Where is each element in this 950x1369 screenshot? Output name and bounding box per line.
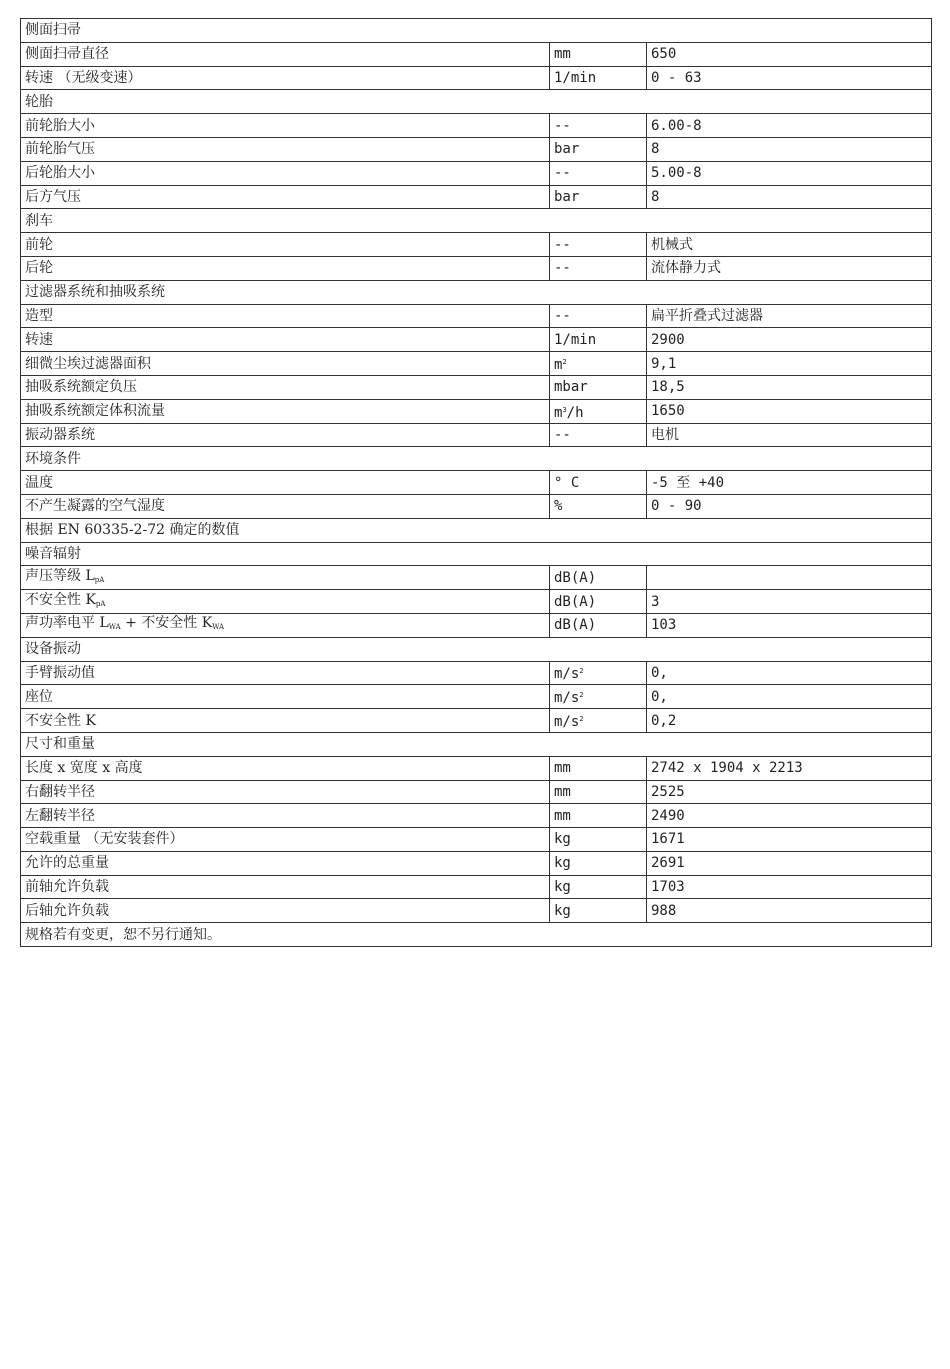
spec-label: 声功率电平 L	[25, 615, 109, 632]
spec-label: 声压等级 L	[25, 567, 95, 584]
spec-label-cell	[21, 756, 550, 780]
spec-row	[21, 494, 932, 518]
spec-value: 8	[647, 137, 932, 161]
spec-label-cell	[21, 114, 550, 138]
label-subscript: pA	[95, 599, 106, 608]
spec-value	[647, 566, 932, 590]
spec-label: 温度	[25, 474, 53, 491]
spec-label: 手臂振动值	[25, 664, 95, 681]
spec-row	[21, 137, 932, 161]
spec-label-continued: + 不安全性 K	[120, 615, 213, 632]
spec-label-cell	[21, 851, 550, 875]
spec-unit: 1/min	[554, 69, 597, 86]
label-subscript: WA	[108, 623, 121, 632]
spec-label: 右翻转半径	[25, 783, 95, 800]
spec-unit-cell	[550, 828, 647, 852]
unit-superscript: 2	[562, 358, 567, 367]
spec-value: 扁平折叠式过滤器	[647, 304, 932, 328]
spec-unit: kg	[554, 879, 571, 896]
spec-unit-cell	[550, 375, 647, 399]
spec-row	[21, 42, 932, 66]
spec-value: 988	[647, 899, 932, 923]
spec-row	[21, 423, 932, 447]
spec-label: 抽吸系统额定体积流量	[25, 403, 165, 420]
spec-label: 不产生凝露的空气湿度	[25, 498, 165, 515]
section-title: 轮胎	[21, 90, 932, 114]
spec-label: 空载重量 （无安装套件）	[25, 831, 184, 848]
spec-row	[21, 304, 932, 328]
spec-row	[21, 780, 932, 804]
spec-label-cell	[21, 304, 550, 328]
unit-superscript: 2	[579, 715, 584, 723]
spec-label-cell	[21, 685, 550, 709]
spec-value: 8	[647, 185, 932, 209]
section-header-row	[21, 447, 932, 471]
spec-unit: m	[554, 404, 563, 421]
spec-row	[21, 233, 932, 257]
spec-row	[21, 328, 932, 352]
label-subscript: WA	[212, 623, 225, 632]
spec-value: 流体静力式	[647, 256, 932, 280]
spec-label-cell	[21, 42, 550, 66]
spec-value: 2525	[647, 780, 932, 804]
spec-label-cell	[21, 780, 550, 804]
spec-row	[21, 661, 932, 685]
spec-unit: kg	[554, 855, 571, 872]
spec-label-cell	[21, 828, 550, 852]
spec-unit-cell	[550, 709, 647, 733]
spec-row	[21, 899, 932, 923]
spec-label: 前轴允许负载	[25, 879, 109, 896]
spec-unit: m/s	[554, 690, 580, 707]
spec-label-cell	[21, 233, 550, 257]
spec-unit: mm	[554, 46, 571, 63]
spec-row	[21, 114, 932, 138]
spec-unit: m	[554, 357, 563, 374]
spec-label: 细微尘埃过滤器面积	[25, 355, 151, 372]
section-header-row	[21, 209, 932, 233]
unit-superscript: 2	[579, 667, 584, 676]
spec-unit: --	[554, 236, 571, 253]
spec-unit-cell	[550, 756, 647, 780]
spec-unit: --	[554, 117, 571, 134]
spec-unit-cell	[550, 304, 647, 328]
spec-unit-cell	[550, 42, 647, 66]
spec-unit: mbar	[554, 379, 588, 396]
spec-label: 后方气压	[25, 188, 81, 205]
section-header-row	[21, 280, 932, 304]
section-header-row	[21, 19, 932, 43]
spec-unit-cell	[550, 114, 647, 138]
spec-value: 0,	[647, 685, 932, 709]
spec-label-cell	[21, 375, 550, 399]
spec-unit-cell	[550, 328, 647, 352]
spec-row	[21, 161, 932, 185]
spec-label-cell	[21, 137, 550, 161]
spec-unit: mm	[554, 783, 571, 800]
spec-label: 左翻转半径	[25, 807, 95, 824]
spec-row	[21, 352, 932, 376]
spec-value: 2742 x 1904 x 2213	[647, 756, 932, 780]
spec-unit: --	[554, 165, 571, 182]
spec-row	[21, 709, 932, 733]
spec-unit: kg	[554, 831, 571, 848]
spec-unit-cell	[550, 566, 647, 590]
spec-unit-cell	[550, 471, 647, 495]
spec-row	[21, 185, 932, 209]
spec-label: 允许的总重量	[25, 855, 109, 872]
spec-label-cell	[21, 399, 550, 423]
spec-unit-cell	[550, 804, 647, 828]
section-title: 设备振动	[21, 637, 932, 661]
spec-unit-cell	[550, 899, 647, 923]
spec-label-cell	[21, 161, 550, 185]
section-header-row	[21, 518, 932, 542]
spec-unit-cell	[550, 161, 647, 185]
section-header-row	[21, 923, 932, 947]
spec-unit: bar	[554, 141, 580, 158]
spec-unit: dB(A)	[554, 593, 597, 610]
spec-label: 前轮胎大小	[25, 117, 95, 134]
section-title: 噪音辐射	[21, 542, 932, 566]
spec-value: 6.00-8	[647, 114, 932, 138]
spec-label-cell	[21, 185, 550, 209]
spec-label-cell	[21, 875, 550, 899]
spec-unit-suffix: /h	[566, 404, 584, 421]
spec-label-cell	[21, 328, 550, 352]
spec-label: 后轴允许负载	[25, 902, 109, 919]
spec-label-cell	[21, 590, 550, 614]
section-header-row	[21, 637, 932, 661]
spec-unit-cell	[550, 423, 647, 447]
spec-label-cell	[21, 423, 550, 447]
spec-label-cell	[21, 661, 550, 685]
spec-unit: --	[554, 426, 571, 443]
spec-label-cell	[21, 899, 550, 923]
spec-row	[21, 590, 932, 614]
spec-row	[21, 566, 932, 590]
section-title: 规格若有变更，恕不另行通知。	[21, 923, 932, 947]
spec-value: -5 至 +40	[647, 471, 932, 495]
spec-unit-cell	[550, 590, 647, 614]
spec-value: 5.00-8	[647, 161, 932, 185]
spec-label-cell	[21, 256, 550, 280]
spec-unit: bar	[554, 188, 580, 205]
spec-label: 后轮	[25, 260, 53, 277]
spec-label: 前轮胎气压	[25, 141, 95, 158]
spec-value: 2900	[647, 328, 932, 352]
section-title: 侧面扫帚	[21, 19, 932, 43]
unit-superscript: 3	[562, 405, 567, 414]
spec-unit: dB(A)	[554, 617, 597, 634]
spec-row	[21, 851, 932, 875]
spec-label: 转速	[25, 331, 53, 348]
section-title: 过滤器系统和抽吸系统	[21, 280, 932, 304]
spec-label: 造型	[25, 307, 53, 324]
spec-value: 2691	[647, 851, 932, 875]
spec-value: 0,2	[647, 709, 932, 733]
spec-unit: --	[554, 307, 571, 324]
spec-unit-cell	[550, 233, 647, 257]
spec-label: 后轮胎大小	[25, 165, 95, 182]
spec-unit: dB(A)	[554, 569, 597, 586]
spec-unit-cell	[550, 875, 647, 899]
spec-value: 电机	[647, 423, 932, 447]
spec-row	[21, 828, 932, 852]
spec-unit: mm	[554, 760, 571, 777]
spec-value: 9,1	[647, 352, 932, 376]
spec-label: 座位	[25, 688, 53, 705]
section-title: 尺寸和重量	[21, 732, 932, 756]
spec-value: 1703	[647, 875, 932, 899]
spec-unit: ° C	[554, 474, 580, 491]
section-header-row	[21, 90, 932, 114]
spec-unit-cell	[550, 685, 647, 709]
spec-unit-cell	[550, 256, 647, 280]
spec-row	[21, 613, 932, 637]
spec-unit-cell	[550, 494, 647, 518]
spec-value: 103	[647, 613, 932, 637]
section-header-row	[21, 732, 932, 756]
spec-row	[21, 399, 932, 423]
spec-label-cell	[21, 613, 550, 637]
section-title: 环境条件	[21, 447, 932, 471]
spec-label: 转速 （无级变速）	[25, 69, 142, 86]
spec-label-cell	[21, 566, 550, 590]
spec-value: 2490	[647, 804, 932, 828]
spec-label-cell	[21, 709, 550, 733]
spec-value: 0 - 90	[647, 494, 932, 518]
spec-value: 18,5	[647, 375, 932, 399]
spec-value: 650	[647, 42, 932, 66]
spec-unit: --	[554, 260, 571, 277]
spec-unit-cell	[550, 661, 647, 685]
unit-superscript: 2	[579, 691, 584, 700]
spec-label: 前轮	[25, 236, 53, 253]
spec-unit-cell	[550, 185, 647, 209]
label-subscript: pA	[94, 575, 105, 584]
spec-label: 长度 x 宽度 x 高度	[25, 760, 143, 777]
spec-label: 振动器系统	[25, 426, 95, 443]
spec-row	[21, 471, 932, 495]
spec-label-cell	[21, 352, 550, 376]
spec-unit-cell	[550, 399, 647, 423]
section-title: 刹车	[21, 209, 932, 233]
spec-unit-cell	[550, 613, 647, 637]
spec-unit-cell	[550, 66, 647, 90]
spec-unit: mm	[554, 807, 571, 824]
section-header-row	[21, 542, 932, 566]
spec-value: 机械式	[647, 233, 932, 257]
spec-label: 不安全性 K	[25, 712, 96, 729]
spec-row	[21, 804, 932, 828]
spec-label: 不安全性 K	[25, 591, 96, 608]
spec-label: 侧面扫帚直径	[25, 46, 109, 63]
spec-value: 1671	[647, 828, 932, 852]
spec-row	[21, 256, 932, 280]
spec-unit-cell	[550, 851, 647, 875]
spec-value: 0,	[647, 661, 932, 685]
spec-row	[21, 685, 932, 709]
spec-label: 抽吸系统额定负压	[25, 379, 137, 396]
spec-label-cell	[21, 804, 550, 828]
spec-unit: %	[554, 498, 563, 515]
spec-unit: kg	[554, 902, 571, 919]
spec-label-cell	[21, 471, 550, 495]
spec-table	[20, 18, 932, 947]
spec-label-cell	[21, 66, 550, 90]
spec-unit-cell	[550, 352, 647, 376]
spec-unit: m/s	[554, 666, 580, 683]
spec-label-cell	[21, 494, 550, 518]
spec-row	[21, 875, 932, 899]
spec-unit-cell	[550, 137, 647, 161]
section-title: 根据 EN 60335-2-72 确定的数值	[21, 518, 932, 542]
spec-value: 0 - 63	[647, 66, 932, 90]
spec-value: 3	[647, 590, 932, 614]
spec-unit-cell	[550, 780, 647, 804]
spec-table-body	[21, 19, 932, 947]
spec-unit: 1/min	[554, 331, 597, 348]
spec-value: 1650	[647, 399, 932, 423]
spec-row	[21, 756, 932, 780]
spec-row	[21, 66, 932, 90]
spec-unit: m/s	[554, 714, 580, 730]
spec-row	[21, 375, 932, 399]
